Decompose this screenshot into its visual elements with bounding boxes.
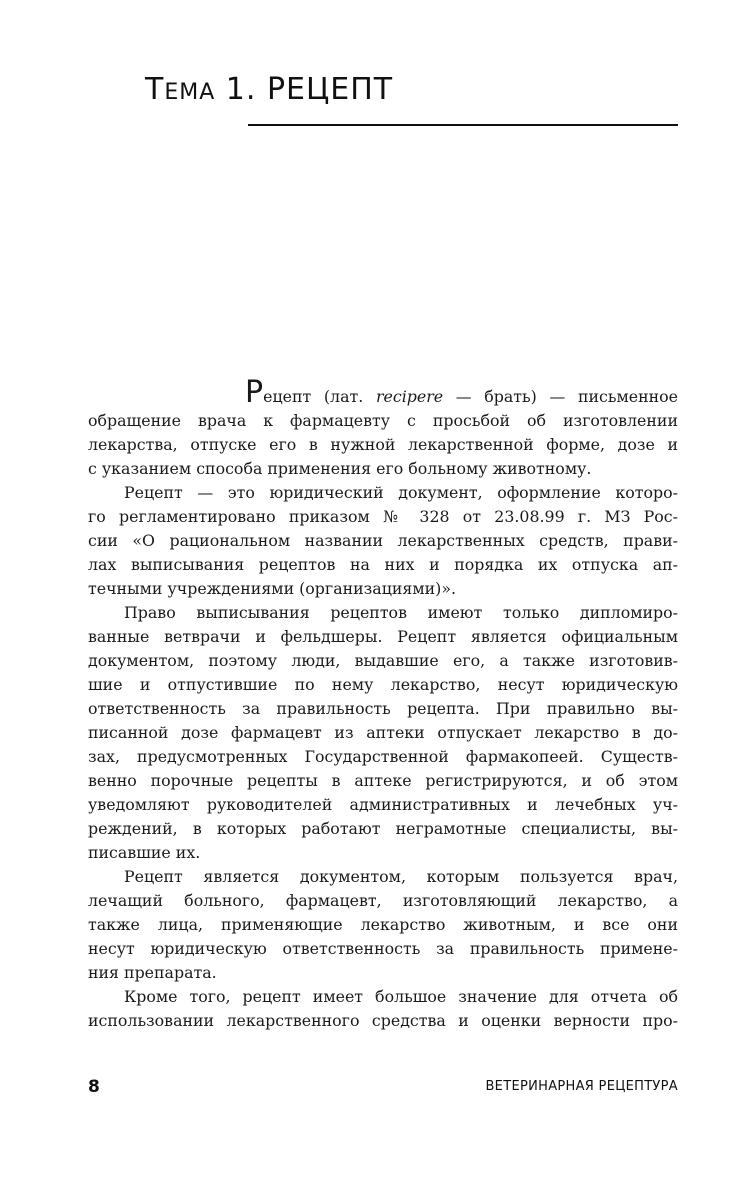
paragraph-line: Кроме того, рецепт имеет большое значение для отчета об <box>124 987 678 1006</box>
heading-rule <box>248 124 678 126</box>
paragraph-line: Рецепт является документом, которым пользуется врач, <box>124 867 678 886</box>
paragraph-4 <box>88 865 678 985</box>
paragraph-line: документом, поэтому люди, выдавшие его, а также изготовив- <box>88 651 678 670</box>
paragraph-3 <box>88 601 678 865</box>
dropcap-letter: Р <box>245 375 264 410</box>
latin-term: recipere <box>375 387 444 406</box>
paragraph-5 <box>88 985 678 1033</box>
paragraph-line: также лица, применяющие лекарство животным, и все они <box>88 915 678 934</box>
paragraph-line: зах, предусмотренных Государственной фармакопеей. Существ- <box>88 747 678 766</box>
paragraph-1 <box>88 375 679 481</box>
running-title: ВЕТЕРИНАРНАЯ РЕЦЕПТУРА <box>485 1079 678 1094</box>
paragraph-line: течными учреждениями (организациями)». <box>88 579 457 598</box>
paragraph-line: Право выписывания рецептов имеют только дипломиро- <box>124 603 678 622</box>
chapter-heading <box>145 72 393 107</box>
paragraph-line: го регламентировано приказом № 328 от 23.08.99 г. МЗ Рос- <box>88 507 678 526</box>
paragraph-line: с указанием способа применения его больному животному. <box>88 459 592 478</box>
paragraph-line: несут юридическую ответственность за правильность примене- <box>88 939 678 958</box>
page-number: 8 <box>88 1077 100 1097</box>
paragraph-line: обращение врача к фармацевту с просьбой об изготовлении <box>88 411 678 430</box>
paragraph-line: реждений, в которых работают неграмотные специалисты, вы- <box>88 819 678 838</box>
chapter-heading-title: 1. РЕЦЕПТ <box>215 72 394 107</box>
chapter-heading-initial: Т <box>145 72 165 107</box>
paragraph-line: Рецепт — это юридический документ, оформление которо- <box>124 483 678 502</box>
paragraph-line: ванные ветврачи и фельдшеры. Рецепт является официальным <box>88 627 678 646</box>
paragraph-line-text: ецепт (лат. recipere — брать) — письменное <box>263 387 679 406</box>
paragraph-line: уведомляют руководителей административных и лечебных уч- <box>88 795 678 814</box>
chapter-heading-word: ЕМА <box>164 80 216 105</box>
paragraph-line: венно порочные рецепты в аптеке регистрируются, и об этом <box>88 771 678 790</box>
paragraph-line: писанной дозе фармацевт из аптеки отпускает лекарство в до- <box>88 723 678 742</box>
paragraph-line: лах выписывания рецептов на них и порядка их отпуска ап- <box>88 555 678 574</box>
paragraph-2 <box>88 481 678 601</box>
body-text <box>88 375 679 1033</box>
paragraph-line: ния препарата. <box>88 963 217 982</box>
paragraph-line: лекарства, отпуске его в нужной лекарственной форме, дозе и <box>88 435 678 454</box>
paragraph-line <box>88 375 679 410</box>
paragraph-line: шие и отпустившие по нему лекарство, несут юридическую <box>88 675 678 694</box>
paragraph-line: использовании лекарственного средства и оценки верности про- <box>88 1011 678 1030</box>
paragraph-line: сии «О рациональном названии лекарственных средств, прави- <box>88 531 678 550</box>
paragraph-line: лечащий больного, фармацевт, изготовляющий лекарство, а <box>88 891 678 910</box>
paragraph-line: писавшие их. <box>88 843 201 862</box>
paragraph-line: ответственность за правильность рецепта. При правильно вы- <box>88 699 678 718</box>
